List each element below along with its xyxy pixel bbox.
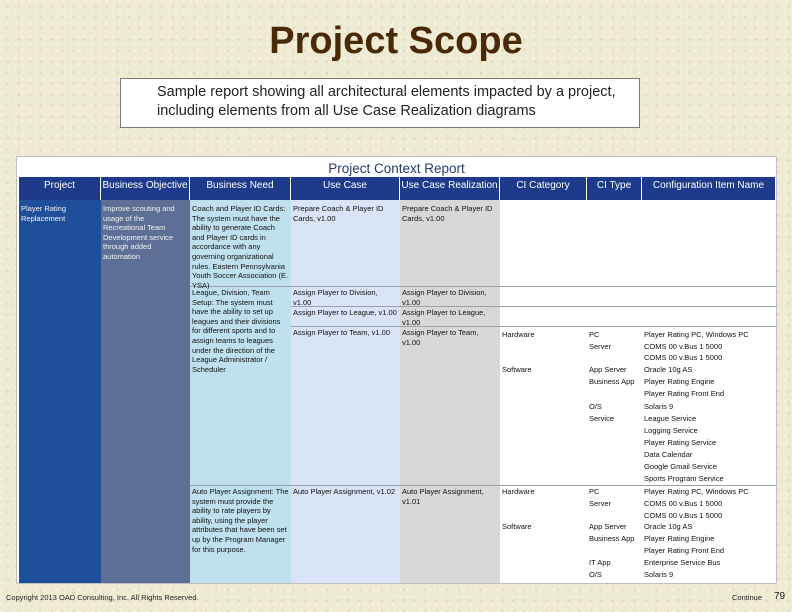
ci-type-cell: Server xyxy=(589,499,612,508)
objective-cell: Improve scouting and usage of the Recreational Team Development service through added automation xyxy=(103,204,175,261)
ci-name-cell: League Service xyxy=(644,414,697,423)
report-title: Project Context Report xyxy=(328,161,465,176)
row-divider xyxy=(291,326,776,327)
ci-type-cell: App Server xyxy=(589,365,627,374)
description-box xyxy=(120,78,640,128)
ci-type-cell: O/S xyxy=(589,570,602,579)
ci-name-cell: Logging Service xyxy=(644,426,698,435)
ci-type-cell: App Server xyxy=(589,522,627,531)
need-cell: Coach and Player ID Cards: The system must have the ability to generate Coach and Player ID cards in accordance with any governing organizational rules. Eastern Pennsylvania Youth Soccer Association (E. YSA) xyxy=(192,204,289,290)
ci-type-cell: IT App xyxy=(589,558,611,567)
realization-cell: Prepare Coach & Player ID Cards, v1.00 xyxy=(402,204,493,223)
ci-type-cell: Business App xyxy=(589,534,635,543)
ci-name-cell: Solaris 9 xyxy=(644,570,674,579)
header-use-case: Use Case xyxy=(291,177,400,200)
ci-category-cell: Software xyxy=(502,365,532,374)
header-business-objective: Business Objective xyxy=(101,177,190,200)
ci-type-cell: PC xyxy=(589,330,600,339)
use-case-cell: Auto Player Assignment, v1.02 xyxy=(293,487,396,496)
ci-name-cell: COMS 00 v.Bus 1 5000 xyxy=(644,499,723,508)
need-cell: League, Division, Team Setup: The system must have the ability to set up leagues and their divisions for different sports and to assign teams to leagues under the direction of the League Administrator / Scheduler xyxy=(192,288,281,374)
description-text: Sample report showing all architectural elements impacted by a project, including elements from all Use Case Realization diagrams xyxy=(157,84,616,119)
header-ci-category: CI Category xyxy=(500,177,587,200)
header-configuration-item-name: Configuration Item Name xyxy=(642,177,776,200)
ci-name-cell: Oracle 10g AS xyxy=(644,365,693,374)
ci-type-cell: PC xyxy=(589,487,600,496)
realization-cell: Assign Player to Team, v1.00 xyxy=(402,328,479,347)
ci-name-cell: Player Rating PC, Windows PC xyxy=(644,487,749,496)
project-context-report xyxy=(16,156,777,584)
ci-name-cell: Google Gmail Service xyxy=(644,462,717,471)
realization-column xyxy=(400,200,500,583)
project-column xyxy=(19,200,101,583)
ci-type-cell: Server xyxy=(589,342,612,351)
use-case-cell: Assign Player to Team, v1.00 xyxy=(293,328,390,337)
use-case-cell: Assign Player to Division, v1.00 xyxy=(293,288,378,307)
copyright-footer: Copyright 2013 OAD Consulting, Inc. All Rights Reserved. xyxy=(6,593,199,602)
ci-name-cell: Enterprise Service Bus xyxy=(644,558,721,567)
ci-name-cell: Sports Program Service xyxy=(644,474,724,483)
ci-category-cell: Hardware xyxy=(502,487,535,496)
realization-cell: Auto Player Assignment, v1.01 xyxy=(402,487,484,506)
ci-name-cell: Player Rating Engine xyxy=(644,534,715,543)
ci-name-cell: COMS 00 v.Bus 1 5000 xyxy=(644,342,723,351)
ci-name-cell: Player Rating Service xyxy=(644,438,717,447)
ci-name-cell: Player Rating PC, Windows PC xyxy=(644,330,749,339)
continue-footer: Continue xyxy=(732,593,763,602)
ci-name-cell: Oracle 10g AS xyxy=(644,522,693,531)
need-cell: Auto Player Assignment: The system must provide the ability to rate players by ability, using the player attributes that have been set up by the Program Manager for this purpose. xyxy=(192,487,289,554)
slide-title: Project Scope xyxy=(269,20,523,62)
ci-category-cell: Software xyxy=(502,522,532,531)
ci-category-cell: Hardware xyxy=(502,330,535,339)
use-case-cell: Prepare Coach & Player ID Cards, v1.00 xyxy=(293,204,384,223)
use-case-column xyxy=(291,200,400,583)
ci-name-cell: COMS 00 v.Bus 1 5000 xyxy=(644,353,723,362)
ci-name-cell: Solaris 9 xyxy=(644,402,674,411)
ci-name-cell: Player Rating Front End xyxy=(644,546,725,555)
ci-name-cell: Data Calendar xyxy=(644,450,693,459)
ci-name-cell: COMS 00 v.Bus 1 5000 xyxy=(644,511,723,520)
use-case-cell: Assign Player to League, v1.00 xyxy=(293,308,397,317)
project-cell: Player Rating Replacement xyxy=(21,204,67,223)
realization-cell: Assign Player to League, v1.00 xyxy=(402,308,486,327)
header-ci-type: CI Type xyxy=(587,177,642,200)
ci-type-cell: O/S xyxy=(589,402,602,411)
realization-cell: Assign Player to Division, v1.00 xyxy=(402,288,487,307)
ci-name-cell: Player Rating Engine xyxy=(644,377,715,386)
ci-type-cell: Business App xyxy=(589,377,635,386)
page-number: 79 xyxy=(774,591,786,602)
header-project: Project xyxy=(19,177,101,200)
header-business-need: Business Need xyxy=(190,177,291,200)
ci-type-cell: Service xyxy=(589,414,615,423)
header-use-case-realization: Use Case Realization xyxy=(400,177,500,200)
ci-name-cell: Player Rating Front End xyxy=(644,389,725,398)
row-divider xyxy=(190,485,776,486)
